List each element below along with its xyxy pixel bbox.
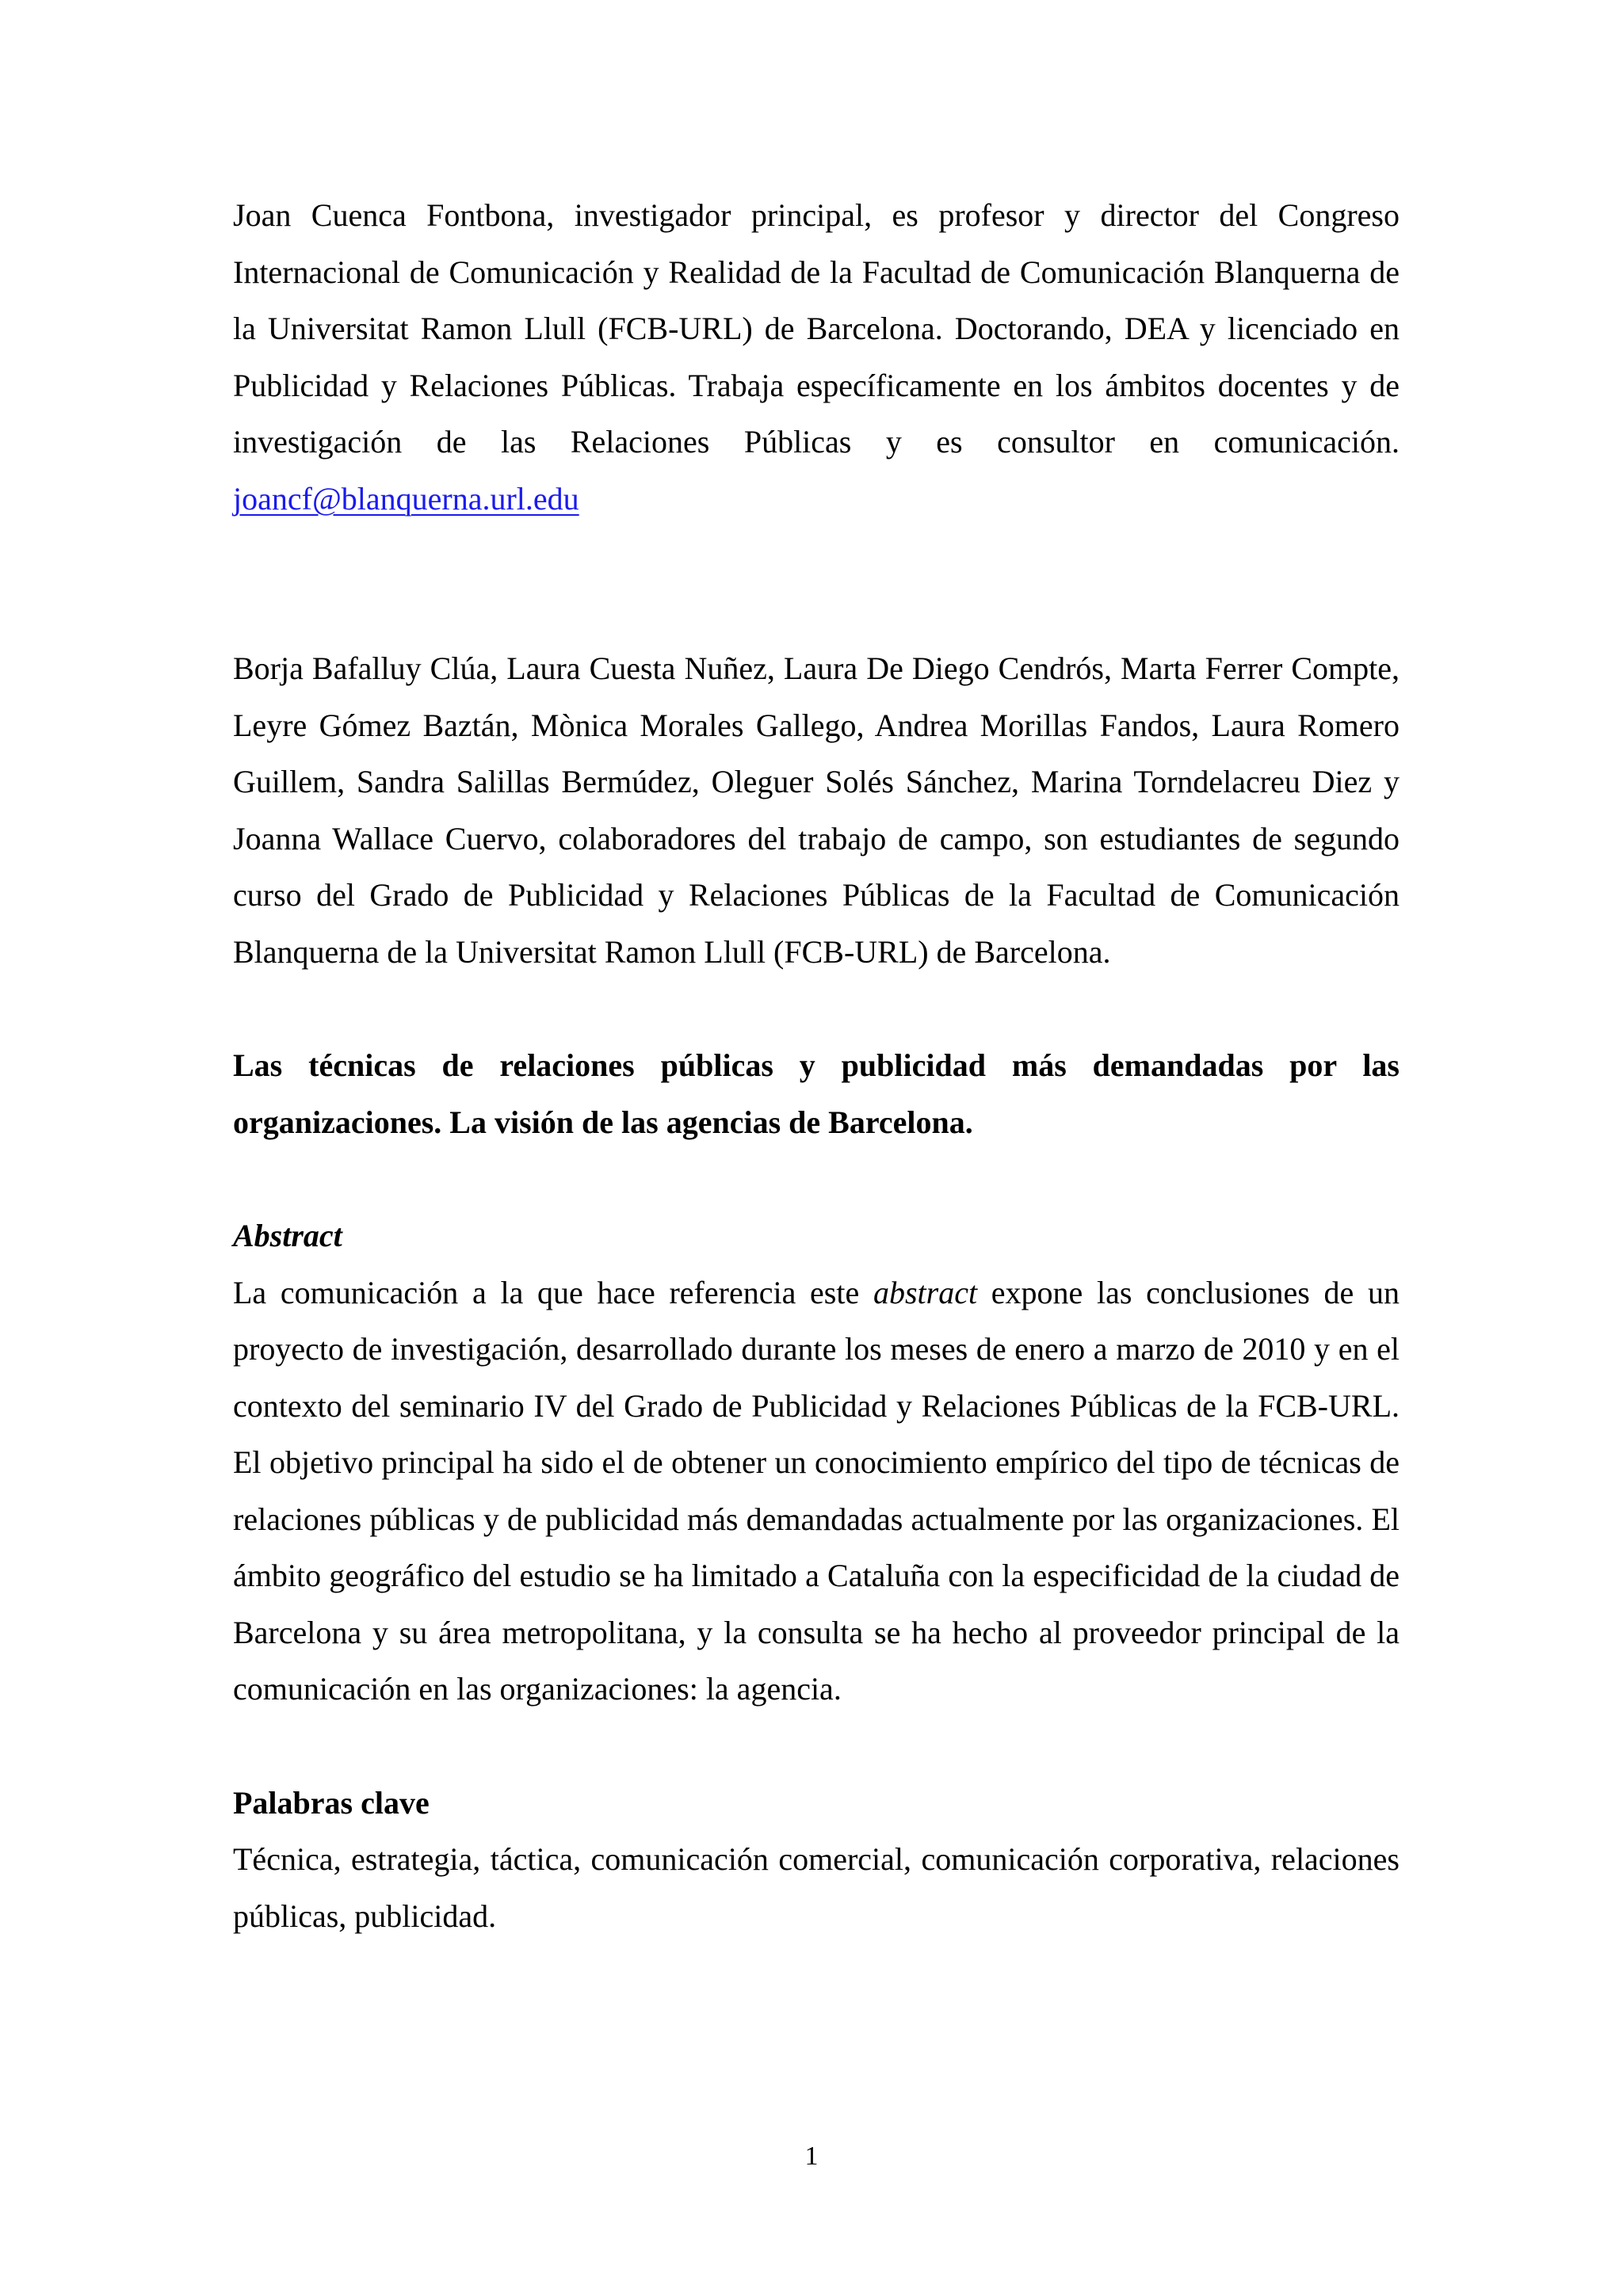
keywords-paragraph: Técnica, estrategia, táctica, comunicación comercial, comunicación corporativa, relaciones públicas, publicidad. — [233, 1841, 1400, 1934]
author-bio-text: Joan Cuenca Fontbona, investigador principal, es profesor y director del Congreso Internacional de Comunicación y Realidad de la Facultad de Comunicación Blanquerna de la Universitat Ramon Llull (FCB-URL) de Barcelona. Doctorando, DEA y licenciado en Publicidad y Relaciones Públicas. Trabaja específicamente en los ámbitos docentes y de investigación de las Relaciones Públicas y es consultor en comunicación. — [233, 197, 1400, 460]
page-number: 1 — [804, 2142, 819, 2171]
abstract-text-rest: expone las conclusiones de un proyecto de investigación, desarrollado durante los meses de enero a marzo de 2010 y en el contexto del seminario IV del Grado de Publicidad y Relaciones Públicas de la FCB-URL. El objetivo principal ha sido el de obtener un conocimiento empírico del tipo de técnicas de relaciones públicas y de publicidad más demandadas actualmente por las organizaciones. El ámbito geográfico del estudio se ha limitado a Cataluña con la especificidad de la ciudad de Barcelona y su área metropolitana, y la consulta se ha hecho al proveedor principal de la comunicación en las organizaciones: la agencia. — [233, 1274, 1400, 1707]
paper-title: Las técnicas de relaciones públicas y publicidad más demandadas por las organizaciones. La visión de las agencias de Barcelona. — [233, 1047, 1400, 1140]
page-content — [233, 187, 1400, 1944]
abstract-heading: Abstract — [233, 1218, 342, 1253]
abstract-paragraph — [233, 1264, 1400, 1718]
abstract-italic-word: abstract — [873, 1274, 978, 1310]
author-bio-paragraph — [233, 187, 1400, 527]
author-email-link[interactable]: joancf@blanquerna.url.edu — [233, 480, 579, 517]
keywords-heading: Palabras clave — [233, 1784, 430, 1821]
collaborators-paragraph: Borja Bafalluy Clúa, Laura Cuesta Nuñez, Laura De Diego Cendrós, Marta Ferrer Compte, Leyre Gómez Baztán, Mònica Morales Gallego, Andrea Morillas Fandos, Laura Romero Guillem, Sandra Salillas Bermúdez, Oleguer Solés Sánchez, Marina Torndelacreu Diez y Joanna Wallace Cuervo, colaboradores del trabajo de campo, son estudiantes de segundo curso del Grado de Publicidad y Relaciones Públicas de la Facultad de Comunicación Blanquerna de la Universitat Ramon Llull (FCB-URL) de Barcelona. — [233, 650, 1400, 970]
abstract-text-start: La comunicación a la que hace referencia este — [233, 1274, 873, 1310]
